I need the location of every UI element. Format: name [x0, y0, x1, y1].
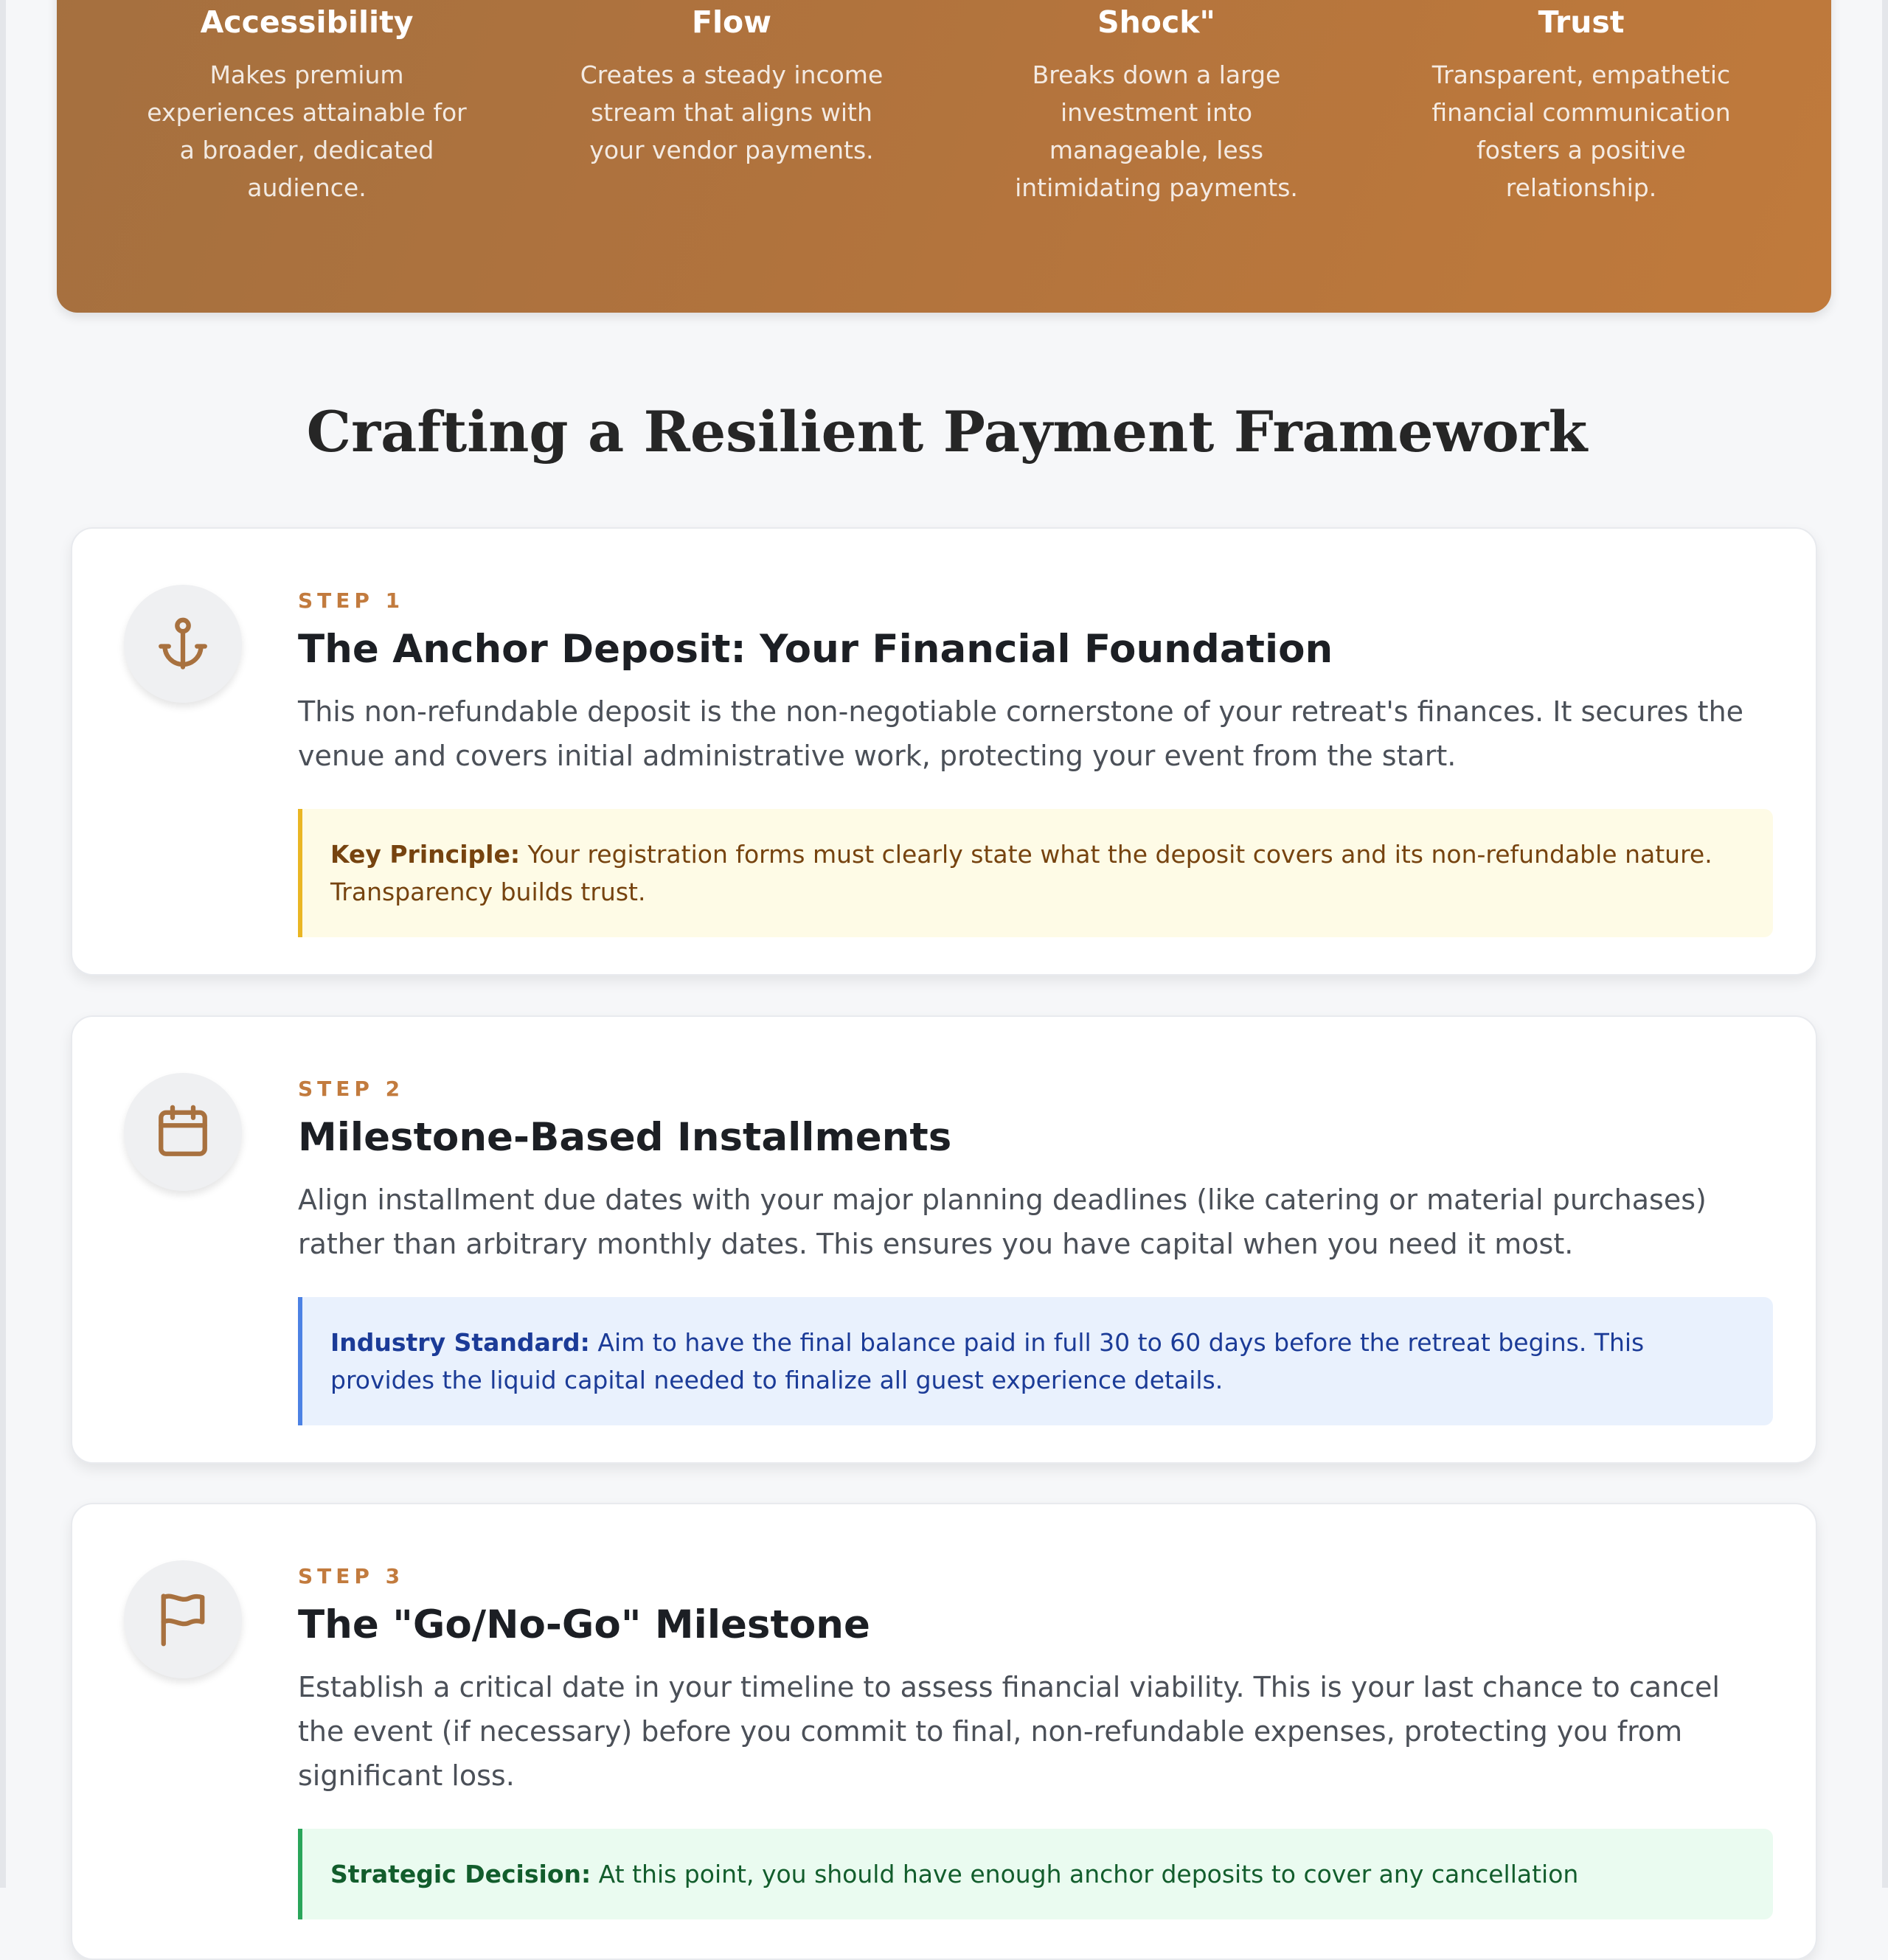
- step-label: STEP 2: [298, 1077, 405, 1101]
- step-card-3: [71, 1503, 1817, 1960]
- step-description: Establish a critical date in your timeline to assess financial viability. This is your last chance to cancel the event (if necessary) before you commit to final, non-refundable expenses, protecting you from significant loss.: [298, 1671, 1720, 1792]
- benefit-card: [987, 0, 1326, 206]
- benefit-card: [562, 0, 901, 169]
- step-title: Milestone-Based Installments: [298, 1115, 952, 1160]
- callout-text: At this point, you should have enough anchor deposits to cover any cancellation: [591, 1860, 1579, 1888]
- section-title: Crafting a Resilient Payment Framework: [306, 399, 1588, 465]
- callout-text: Aim to have the final balance paid in full 30 to 60 days before the retreat begins. This provides the liquid capital needed to finalize all guest experience details.: [330, 1328, 1645, 1394]
- benefit-title: [987, 0, 1326, 44]
- benefit-title-line: Shock": [1097, 4, 1215, 40]
- industry-standard-callout: [298, 1297, 1773, 1425]
- step-description: This non-refundable deposit is the non-negotiable cornerstone of your retreat's finances. It secures the venue and covers initial administrative work, protecting your event from the start.: [298, 695, 1744, 772]
- step-title: The "Go/No-Go" Milestone: [298, 1602, 870, 1647]
- step-icon-badge: [124, 1560, 242, 1678]
- benefit-title: [137, 0, 476, 44]
- benefit-title: [1412, 0, 1751, 44]
- benefit-card: [1412, 0, 1751, 206]
- callout-label: Industry Standard:: [330, 1328, 590, 1357]
- step-card-1: [71, 527, 1817, 976]
- benefit-description: Makes premium experiences attainable for a broader, dedicated audience.: [147, 60, 467, 202]
- step-content: [298, 1076, 1773, 1425]
- benefit-description: Breaks down a large investment into manageable, less intimidating payments.: [1015, 60, 1298, 202]
- step-content: [298, 1563, 1773, 1919]
- strategic-decision-callout: [298, 1829, 1773, 1919]
- step-description: Align installment due dates with your major planning deadlines (like catering or material purchases) rather than arbitrary monthly dates. This ensures you have capital when you need it most.: [298, 1184, 1707, 1260]
- step-title: The Anchor Deposit: Your Financial Foundation: [298, 627, 1333, 672]
- callout-text: Your registration forms must clearly state what the deposit covers and its non-refundable nature. Transparency builds trust.: [330, 840, 1712, 906]
- page-left-edge: [0, 0, 6, 1888]
- benefit-card: [137, 0, 476, 206]
- benefit-title-line: Accessibility: [200, 4, 414, 40]
- step-icon-badge: [124, 585, 242, 703]
- anchor-icon: [152, 613, 214, 675]
- step-card-2: [71, 1015, 1817, 1464]
- benefit-title: [562, 0, 901, 44]
- benefit-description: Transparent, empathetic financial communication fosters a positive relationship.: [1431, 60, 1731, 202]
- step-label: STEP 1: [298, 588, 405, 613]
- calendar-icon: [152, 1101, 214, 1163]
- benefit-title-line: Flow: [691, 4, 772, 40]
- callout-label: Strategic Decision:: [330, 1860, 591, 1888]
- benefit-description: Creates a steady income stream that aligns with your vendor payments.: [580, 60, 884, 164]
- benefits-banner: [57, 0, 1831, 313]
- page-scrollbar-track[interactable]: [1882, 0, 1888, 1888]
- step-content: [298, 588, 1773, 937]
- step-icon-badge: [124, 1073, 242, 1191]
- callout-label: Key Principle:: [330, 840, 521, 869]
- key-principle-callout: [298, 809, 1773, 937]
- step-label: STEP 3: [298, 1564, 405, 1588]
- flag-icon: [152, 1588, 214, 1650]
- benefit-title-line: Trust: [1538, 4, 1625, 40]
